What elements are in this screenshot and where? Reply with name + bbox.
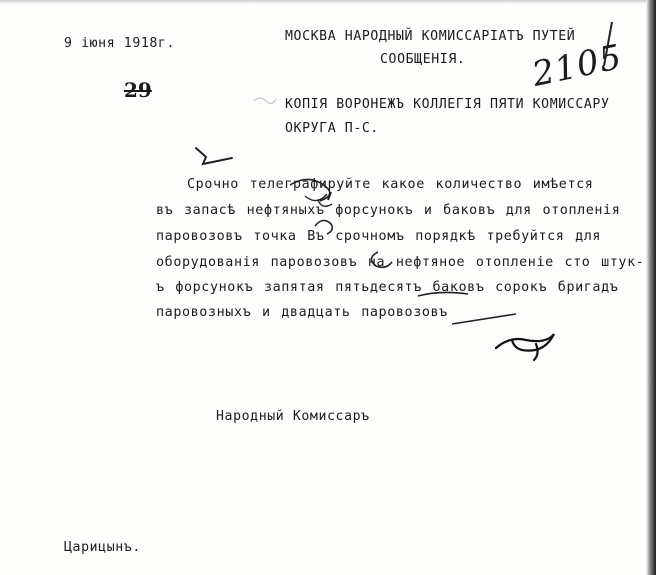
body-line-4: оборудованія паровозовъ на нефтяное отопленіе сто штук- xyxy=(156,255,645,270)
addressee-line-1: МОСКВА НАРОДНЫЙ КОМИССАРІАТЪ ПУТЕЙ xyxy=(285,29,576,44)
ghost-impression xyxy=(254,98,276,104)
place-of-origin: Царицынъ. xyxy=(64,540,141,555)
body-line-1: Срочно телеграфируйте какое количество имѣется xyxy=(187,177,594,192)
handwritten-document-number: 2105 xyxy=(528,37,626,95)
ink-signature-flourish xyxy=(496,334,554,360)
signatory-title: Народный Комиссаръ xyxy=(216,409,370,424)
body-line-3: паровозовъ точка Въ срочномъ порядкѣ требуйтся для xyxy=(156,229,602,244)
body-line-5: ъ форсунокъ запятая пятьдесятъ баковъ сорокъ бригадъ xyxy=(156,280,619,295)
addressee-line-2: СООБЩЕНІЯ. xyxy=(380,52,466,67)
scan-edge-top xyxy=(0,0,656,4)
ink-tick-mark xyxy=(196,148,232,164)
body-line-6: паровозныхъ и двадцать паровозовъ xyxy=(156,305,448,320)
ink-apostrophe xyxy=(328,192,331,200)
handwritten-margin-number: 29 xyxy=(124,78,152,102)
body-line-2: въ запасѣ нефтяныхъ форсунокъ и баковъ для отопленія xyxy=(156,203,621,218)
copy-to-line-2: ОКРУГА П-С. xyxy=(285,121,379,136)
copy-to-line-1: КОПІЯ ВОРОНЕЖЪ КОЛЛЕГІЯ ПЯТИ КОМИССАРУ xyxy=(285,97,610,112)
ink-diagonal-stroke xyxy=(452,314,516,324)
document-date: 9 іюня 1918г. xyxy=(64,36,176,51)
scan-edge-right xyxy=(646,0,656,575)
